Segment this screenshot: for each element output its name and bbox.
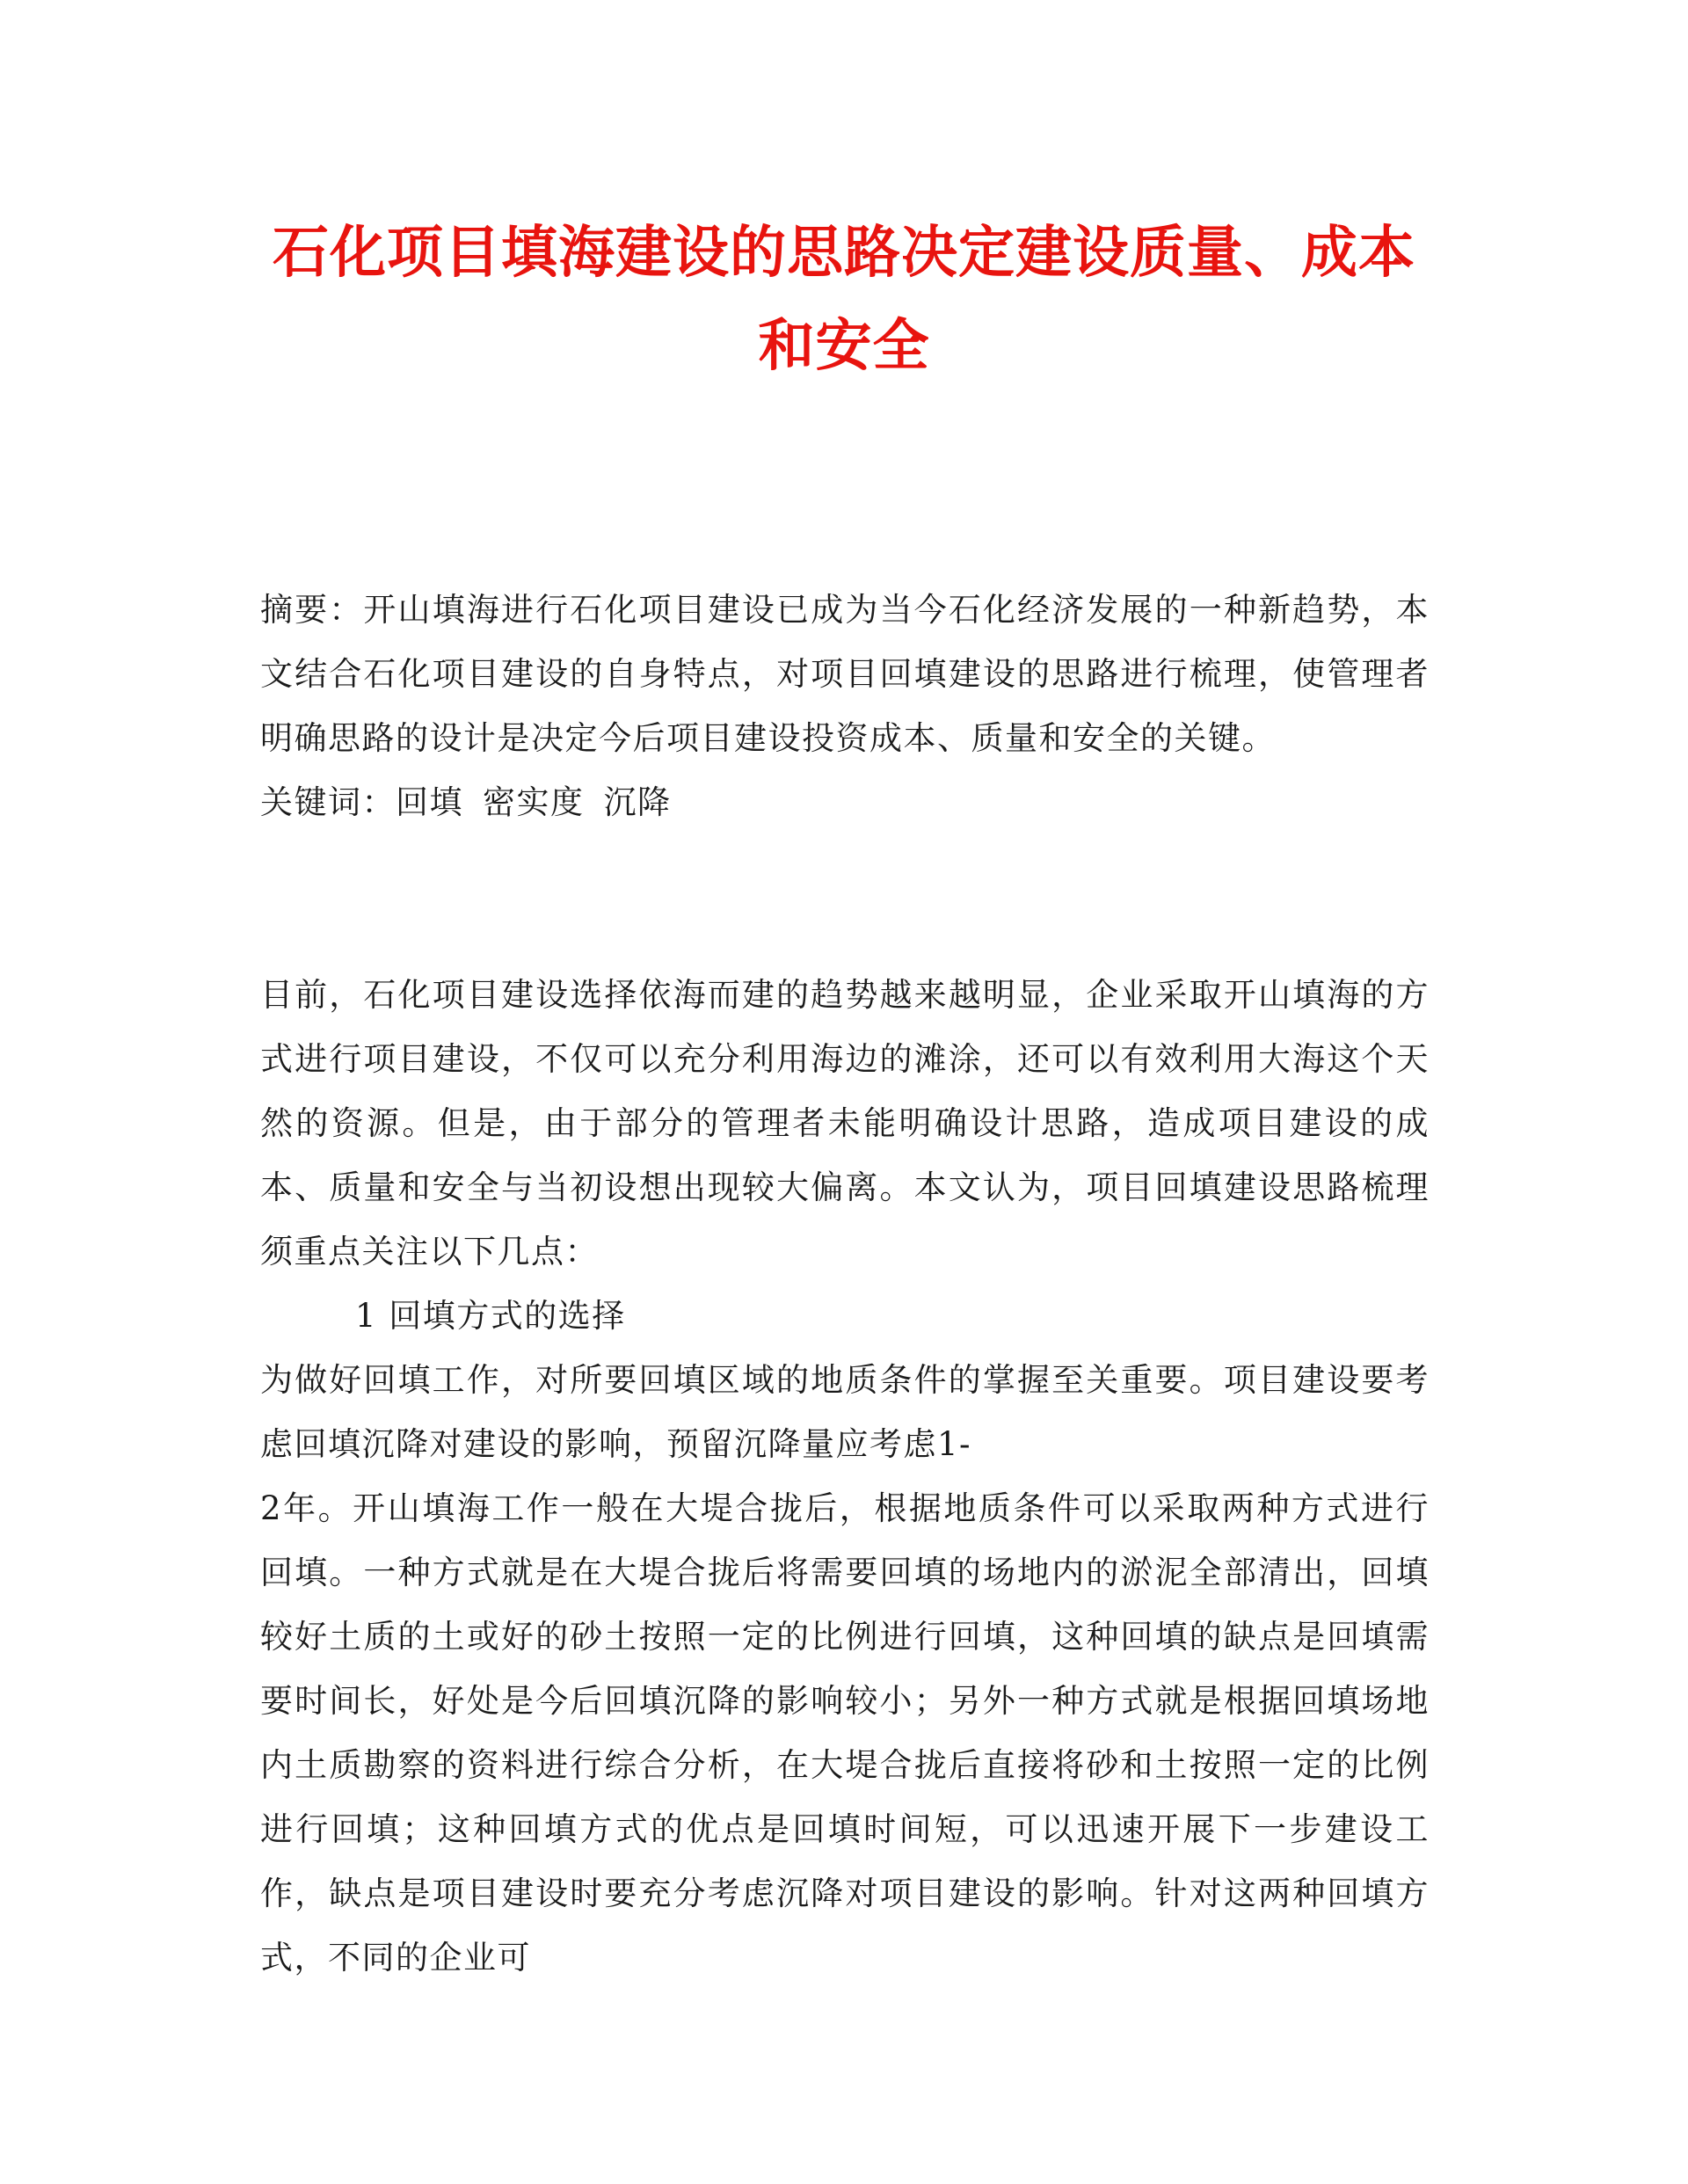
document-title: 石化项目填海建设的思路决定建设质量、成本和安全 xyxy=(273,220,1415,379)
keywords-line xyxy=(260,770,1430,834)
keywords-label: 关键词： xyxy=(260,783,396,821)
abstract-text: 开山填海进行石化项目建设已成为当今石化经济发展的一种新趋势，本文结合石化项目建设的自身特点，对项目回填建设的思路进行梳理，使管理者明确思路的设计是决定今后项目建设投资成本、质量和安全的关键。 xyxy=(260,591,1430,757)
section-heading: 1 回填方式的选择 xyxy=(355,1297,626,1335)
section-paragraph: 2年。开山填海工作一般在大堤合拢后，根据地质条件可以采取两种方式进行回填。一种方式就是在大堤合拢后将需要回填的场地内的淤泥全部清出，回填较好土质的土或好的砂土按照一定的比例进行回填，这种回填的缺点是回填需要时间长，好处是今后回填沉降的影响较小；另外一种方式就是根据回填场地内土质勘察的资料进行综合分析，在大堤合拢后直接将砂和土按照一定的比例进行回填；这种回填方式的优点是回填时间短，可以迅速开展下一步建设工作，缺点是项目建设时要充分考虑沉降对项目建设的影响。针对这两种回填方式，不同的企业可 xyxy=(260,1489,1430,1977)
intro-paragraph: 目前，石化项目建设选择依海而建的趋势越来越明显，企业采取开山填海的方式进行项目建设，不仅可以充分利用海边的滩涂，还可以有效利用大海这个天然的资源。但是，由于部分的管理者未能明确设计思路，造成项目建设的成本、质量和安全与当初设想出现较大偏离。本文认为，项目回填建设思路梳理须重点关注以下几点： xyxy=(260,976,1430,1270)
keyword-item: 密实度 xyxy=(483,783,585,821)
keyword-item: 沉降 xyxy=(603,783,672,821)
section-paragraph: 为做好回填工作，对所要回填区域的地质条件的掌握至关重要。项目建设要考虑回填沉降对建设的影响，预留沉降量应考虑1- xyxy=(260,1361,1430,1463)
abstract-label: 摘要： xyxy=(260,591,364,629)
abstract-paragraph xyxy=(260,578,1430,770)
keyword-item: 回填 xyxy=(396,783,463,821)
